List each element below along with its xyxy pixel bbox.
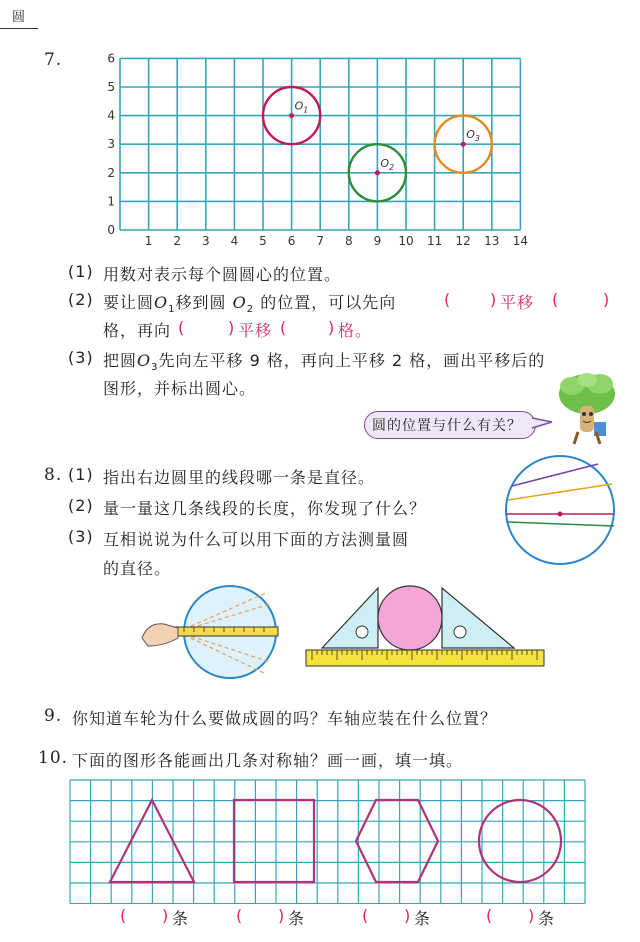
q10-blank-3-close[interactable]: ) [404,906,412,925]
q7-p1-number: (1) [68,262,94,281]
q7-p3-b: 先向左平移 9 格，再向上平移 2 格，画出平移后的 [158,351,546,370]
q10-blank-1-open[interactable]: ( [120,906,128,925]
ruler-measure-illustration [138,582,288,682]
q7-p3-a: 把圆 [103,351,138,370]
y-tick-label: 6 [107,52,115,66]
x-tick-label: 5 [259,234,267,246]
bubble-tail [530,414,554,432]
x-tick-label: 3 [201,234,210,246]
cartoon-mascot-icon [554,372,620,448]
q7-p3-line1 [103,348,545,373]
x-tick-label: 11 [426,234,443,246]
q10-unit-3: 条 [414,909,432,928]
q7-p2-g: 格。 [338,321,373,340]
y-tick-label: 2 [107,165,115,180]
q10-blank-1-close[interactable]: ) [162,906,170,925]
q8-p2-text: 量一量这几条线段的长度，你发现了什么？ [103,499,427,518]
q8-p1-number: (1) [68,465,94,484]
answer-blank-2-open[interactable]: ( [552,290,560,309]
x-tick-label: 13 [484,234,500,246]
q10-unit-4: 条 [538,909,556,928]
q7-p2-a: 要让圆 [103,293,155,312]
x-tick-label: 8 [344,234,353,246]
circle-o3-label: O [137,351,152,370]
circle-center-o3 [461,142,466,147]
x-tick-label: 14 [512,234,529,246]
q7-p2-f: 平移 [238,321,273,340]
x-tick-label: 12 [455,234,471,246]
q8-p3-text-1: 互相说说为什么可以用下面的方法测量圆 [103,530,410,549]
circle-center-o1 [289,113,294,118]
y-tick-label: 1 [107,194,115,209]
q7-p2-c: 的位置，可以先向 [260,293,397,312]
q7-p2-line1 [103,290,396,315]
q7-p2-e: 格，再向 [103,321,172,340]
q10-blank-4-open[interactable]: ( [486,906,494,925]
hint-bubble-text: 圆的位置与什么有关？ [372,418,522,434]
x-tick-label: 1 [144,234,153,246]
set-square-measure-illustration [304,584,546,670]
q10-blank-3-open[interactable]: ( [362,906,370,925]
x-tick-label: 6 [287,234,296,246]
rectangle-shape [234,800,314,882]
x-tick-label: 2 [173,234,182,246]
answer-blank-2-close[interactable]: ) [603,290,611,309]
q7-p2-b: 移到圆 [175,293,227,312]
answer-blank-1-open[interactable]: ( [444,290,452,309]
y-tick-label: 4 [107,108,115,123]
circle-label-o3: $O_3$ [466,128,480,144]
q8-p3-number: (3) [68,527,94,546]
answer-blank-4-close[interactable]: ) [328,318,336,337]
circle-o3-sub: 3 [151,362,159,374]
y-tick-label: 0 [107,223,115,237]
x-tick-label: 9 [373,234,382,246]
chapter-title: 圆 [12,10,27,25]
q10-text: 下面的图形各能画出几条对称轴？画一画，填一填。 [72,751,464,770]
q7-p1-text: 用数对表示每个圆圆心的位置。 [103,265,342,284]
y-tick-label: 3 [107,137,115,152]
q9-text: 你知道车轮为什么要做成圆的吗？车轴应装在什么位置？ [72,709,498,728]
q8-p3-text-2: 的直径。 [103,559,172,578]
circle-label-o1: $O_1$ [294,99,309,115]
q10-symmetry-grid [68,778,588,904]
answer-blank-3-open[interactable]: ( [178,318,186,337]
circle-label-o2: $O_2$ [380,156,395,172]
q8-p2-number: (2) [68,496,94,515]
q8-number: 8. [44,465,63,485]
y-tick-label: 5 [107,80,115,94]
hexagon-shape [356,800,438,882]
q7-p2-d: 平移 [500,293,535,312]
q9-number: 9. [44,706,63,726]
circle-o2-sub: 2 [246,304,255,316]
q7-p3-line2: 图形，并标出圆心。 [103,379,257,398]
q10-blank-4-close[interactable]: ) [528,906,536,925]
x-tick-label: 7 [316,234,325,246]
q10-unit-2: 条 [288,909,306,928]
circle-center-o2 [375,170,380,175]
q7-p2-number: (2) [68,290,94,309]
answer-blank-1-close[interactable]: ) [490,290,498,309]
circle-o1-label: O [154,293,169,312]
q10-unit-1: 条 [172,909,190,928]
circle-shape [479,800,561,882]
answer-blank-3-close[interactable]: ) [228,318,236,337]
circle-o1-sub: 1 [168,304,176,316]
q7-p3-number: (3) [68,348,94,367]
circle-o2-label: O [232,293,247,312]
q10-number: 10. [38,748,69,768]
q8-circle-with-segments [502,452,618,568]
q7-coordinate-grid [100,52,540,246]
q7-number: 7. [44,50,63,70]
q10-blank-2-close[interactable]: ) [278,906,286,925]
q10-blank-2-open[interactable]: ( [236,906,244,925]
x-tick-label: 10 [398,234,414,246]
answer-blank-4-open[interactable]: ( [280,318,288,337]
x-tick-label: 4 [230,234,239,246]
q8-p1-text: 指出右边圆里的线段哪一条是直径。 [103,468,376,487]
